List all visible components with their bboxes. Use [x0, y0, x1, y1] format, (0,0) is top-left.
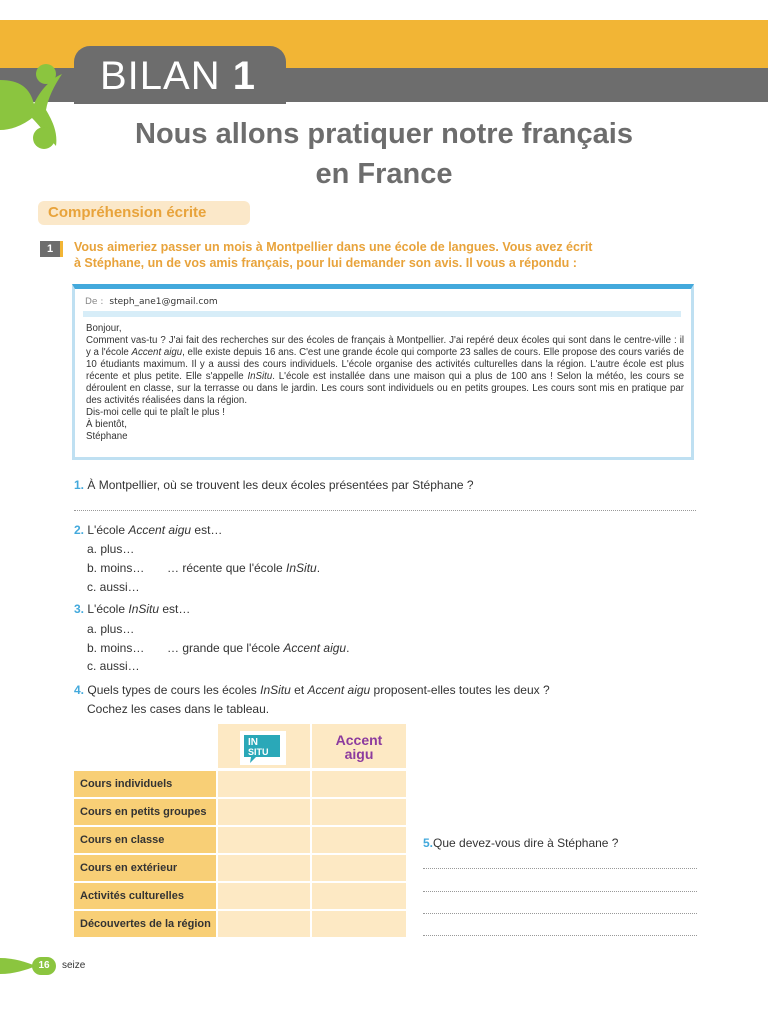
email-box [72, 284, 694, 460]
q3-option-b-ending: … grande que l'école Accent aigu. [167, 641, 350, 655]
email-from [85, 297, 218, 307]
question-3: 3. L'école InSitu est… [74, 602, 191, 616]
intro-line-2: à Stéphane, un de vos amis français, pour lui demander son avis. Il vous a répondu : [74, 256, 577, 270]
page-number-word: seize [62, 960, 86, 971]
q2-option-c[interactable]: c. aussi… [87, 580, 140, 594]
answer-line-5d[interactable] [423, 935, 697, 936]
checkbox-cell-accent-aigu[interactable] [312, 911, 406, 937]
checkbox-cell-insitu[interactable] [218, 883, 310, 909]
q2-option-b[interactable]: b. moins… [87, 561, 145, 575]
table-row-label: Cours en extérieur [74, 855, 216, 881]
table-row-label: Découvertes de la région [74, 911, 216, 937]
section-label [38, 201, 250, 225]
question-2: 2. L'école Accent aigu est… [74, 523, 223, 537]
checkbox-cell-accent-aigu[interactable] [312, 771, 406, 797]
q2-option-b-ending: … récente que l'école InSitu. [167, 561, 321, 575]
checkbox-cell-accent-aigu[interactable] [312, 799, 406, 825]
email-closing-1: Dis-moi celle qui te plaît le plus ! [86, 407, 225, 418]
email-signature: Stéphane [86, 431, 128, 442]
accent-aigu-logo: Accent aigu [335, 732, 383, 762]
table-row-label: Cours en petits groupes [74, 799, 216, 825]
checkbox-cell-insitu[interactable] [218, 911, 310, 937]
checkbox-cell-accent-aigu[interactable] [312, 827, 406, 853]
q2-option-a[interactable]: a. plus… [87, 542, 135, 556]
email-body [86, 323, 684, 443]
page-number: 16 [32, 957, 56, 975]
email-closing-2: À bientôt, [86, 419, 127, 430]
title-line-2: en France [315, 158, 453, 190]
page-title [0, 114, 768, 194]
email-paragraph: Comment vas-tu ? J'ai fait des recherches sur des écoles de français à Montpellier. J'ai repéré deux écoles qui sont dans le centre-ville : il y a l'école Accent aigu, elle existe depuis 16 ans. C'est une grande école qui comporte 23 salles de cours. Elle propose des cours variés de 10 étudiants maximum. Il y a aussi des cours individuels. L'école organise des activités culturelles dans la région. L'autre école est plus récente et plus petite. Elle s'appelle InSitu. L'école est installée dans une maison qui a plus de 100 ans ! Selon la météo, les cours se déroulent en classe, sur la terrasse ou dans le jardin. Les cours sont individuels ou en petits groupes. Les cours sont mis en pratique par des activités réalisées dans la région. [86, 335, 685, 406]
q3-option-c[interactable]: c. aussi… [87, 659, 140, 673]
bilan-number: 1 [232, 54, 256, 98]
section-label-text: Compréhension écrite [48, 204, 207, 221]
question-5: 5.Que devez-vous dire à Stéphane ? [423, 836, 619, 850]
svg-text:IN: IN [248, 737, 258, 748]
exercise-number-bar [60, 241, 63, 257]
checkbox-cell-accent-aigu[interactable] [312, 855, 406, 881]
answer-line-1[interactable] [74, 510, 696, 511]
exercise-number-badge: 1 [40, 241, 60, 257]
checkbox-cell-insitu[interactable] [218, 855, 310, 881]
email-from-address: steph_ane1@gmail.com [109, 297, 218, 307]
insitu-logo [240, 731, 286, 765]
checkbox-cell-insitu[interactable] [218, 799, 310, 825]
bilan-heading [100, 50, 256, 102]
question-1: 1. À Montpellier, où se trouvent les deux écoles présentées par Stéphane ? [74, 478, 474, 492]
answer-line-5a[interactable] [423, 868, 697, 869]
email-greeting: Bonjour, [86, 323, 122, 334]
svg-text:SITU: SITU [248, 747, 269, 757]
email-subject-bar [83, 311, 681, 317]
q3-option-b[interactable]: b. moins… [87, 641, 145, 655]
answer-line-5c[interactable] [423, 913, 697, 914]
table-row-label: Cours en classe [74, 827, 216, 853]
checkbox-cell-accent-aigu[interactable] [312, 883, 406, 909]
question-4-instruction: Cochez les cases dans le tableau. [87, 702, 270, 716]
title-line-1: Nous allons pratiquer notre français [135, 118, 633, 150]
intro-line-1: Vous aimeriez passer un mois à Montpellier dans une école de langues. Vous avez écrit [74, 240, 593, 254]
exercise-intro [74, 239, 674, 271]
question-4: 4. Quels types de cours les écoles InSitu et Accent aigu proposent-elles toutes les deux ? [74, 683, 550, 697]
table-row-label: Activités culturelles [74, 883, 216, 909]
checkbox-cell-insitu[interactable] [218, 771, 310, 797]
q3-option-a[interactable]: a. plus… [87, 622, 135, 636]
table-row-label: Cours individuels [74, 771, 216, 797]
checkbox-cell-insitu[interactable] [218, 827, 310, 853]
email-from-label: De : [85, 297, 104, 307]
bilan-word: BILAN [100, 54, 221, 98]
answer-line-5b[interactable] [423, 891, 697, 892]
